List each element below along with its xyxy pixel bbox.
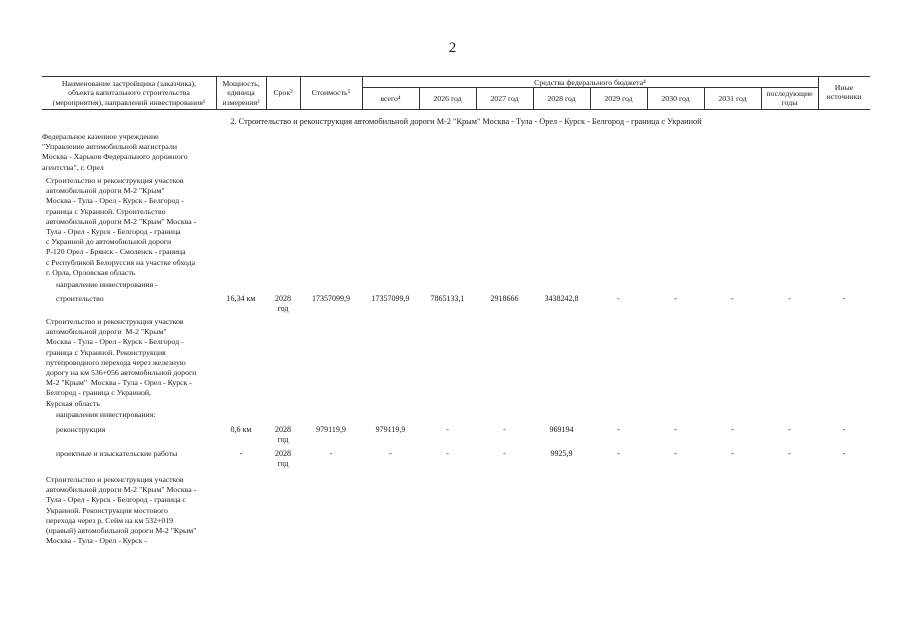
row-later: - xyxy=(788,449,791,458)
row-total: 17357099,9 xyxy=(371,294,410,303)
row-term: 2028 год xyxy=(275,449,291,468)
row-cost: - xyxy=(329,449,333,458)
row-capacity: 16,34 км xyxy=(226,294,256,303)
header-name-col xyxy=(42,79,216,107)
row-term: 2028 год xyxy=(275,294,291,313)
row-2026: - xyxy=(446,425,449,434)
row-term: 2028 год xyxy=(275,425,291,444)
row-2026: - xyxy=(446,449,449,458)
row-capacity: 0,6 км xyxy=(230,425,252,434)
row-2028: 3438242,8 xyxy=(544,294,579,303)
row-total: - xyxy=(389,449,392,458)
row-2030: - xyxy=(674,294,677,303)
header-year-total: всего⁴ xyxy=(380,94,401,103)
row-2029: - xyxy=(617,425,620,434)
row-2027: - xyxy=(503,425,506,434)
row-2027: 2918666 xyxy=(490,294,519,303)
row-2031: - xyxy=(731,425,734,434)
row-later: - xyxy=(788,425,791,434)
customer-block: Федеральное казенное учреждение "Управление автомобильной магистрали Москва - Харьков Федерального дорожного агентства", г. Орел xyxy=(42,132,188,172)
header-year-2027: 2027 год xyxy=(490,94,519,103)
header-cost-col: Стоимость⁵ xyxy=(311,88,351,97)
row-2027: - xyxy=(503,449,506,458)
row-2030: - xyxy=(674,449,677,458)
header-year-later: последующие годы xyxy=(766,89,813,108)
row-2029: - xyxy=(617,294,620,303)
header-name-line: Наименование застройщика (заказчика), объекта капитального строительства (мероприятия), направлений инвестирования¹ xyxy=(52,79,206,107)
row-2030: - xyxy=(674,425,677,434)
header-federal-budget: Средства федерального бюджета⁴ xyxy=(534,78,646,87)
header-term-col: Срок³ xyxy=(273,88,293,97)
row-2031: - xyxy=(731,294,734,303)
header-capacity-col xyxy=(216,79,266,107)
object-block: Строительство и реконструкция участков автомобильной дороги М-2 "Крым" Москва - Тула - Орел - Курск - Белгород - граница с Украиной. Реконструкция мостового перехода через р. Сейм на км 532+019 (правый) автомобильной дороги М-2 "Крым" Москва - Тула - Орел - Курск - xyxy=(46,475,197,546)
row-later: - xyxy=(788,294,791,303)
row-other: - xyxy=(842,294,846,303)
object-block: Строительство и реконструкция участков автомобильной дороги М-2 "Крым" Москва - Тула - Орел - Курск - Белгород - граница с Украиной. Реконструкция путепроводного перехода через железную дорогу на км 536+056 автомобильной дороги М-2 "Крым" Москва - Тула - Орел - Курск - Белгород - граница с Украиной, Курская область xyxy=(46,317,197,408)
header-year-2029: 2029 год xyxy=(604,94,633,103)
header-year-2026: 2026 год xyxy=(433,94,462,103)
row-2031: - xyxy=(731,449,734,458)
header-bottom-rule xyxy=(42,109,870,110)
row-2028: 969194 xyxy=(549,425,574,434)
row-other: - xyxy=(842,425,846,434)
row-cost: 17357099,9 xyxy=(312,294,350,303)
row-capacity: - xyxy=(239,449,243,458)
object-block: Строительство и реконструкция участков автомобильной дороги М-2 "Крым" Москва - Тула - Орел - Курск - Белгород - граница с Украиной. Строительство автомобильной дороги М-2 "Крым" Москва - Тула - Орел - Курск - Белгород - граница с Украиной до автомобильной дороги Р-120 Орел - Брянск - Смоленск - граница с Республикой Белоруссия на участке обхода г. Орла, Орловская область xyxy=(46,176,197,277)
header-top-rule xyxy=(42,76,870,77)
header-other-sources: Иные источники xyxy=(826,83,862,102)
header-year-2028: 2028 год xyxy=(547,94,576,103)
header-year-2031: 2031 год xyxy=(718,94,747,103)
direction-label: направление инвестирования - xyxy=(56,280,158,289)
row-name: строительство xyxy=(56,294,104,303)
page-number: 2 xyxy=(448,40,457,56)
row-2026: 7865133,1 xyxy=(430,294,465,303)
section-title: 2. Строительство и реконструкция автомобильной дороги М-2 "Крым" Москва - Тула - Орел - Курск - Белгород - граница с Украиной xyxy=(230,117,702,126)
header-year-2030: 2030 год xyxy=(661,94,690,103)
row-total: 979119,9 xyxy=(375,425,406,434)
row-2029: - xyxy=(617,449,620,458)
row-name: реконструкция xyxy=(56,425,106,434)
row-2028: 9925,9 xyxy=(550,449,573,458)
header-capacity-text: Мощность, единица измерения² xyxy=(222,79,260,107)
row-other: - xyxy=(842,449,846,458)
row-name: проектные и изыскательские работы xyxy=(56,449,178,458)
direction-label: направления инвестирования: xyxy=(56,410,156,419)
row-cost: 979119,9 xyxy=(316,425,346,434)
